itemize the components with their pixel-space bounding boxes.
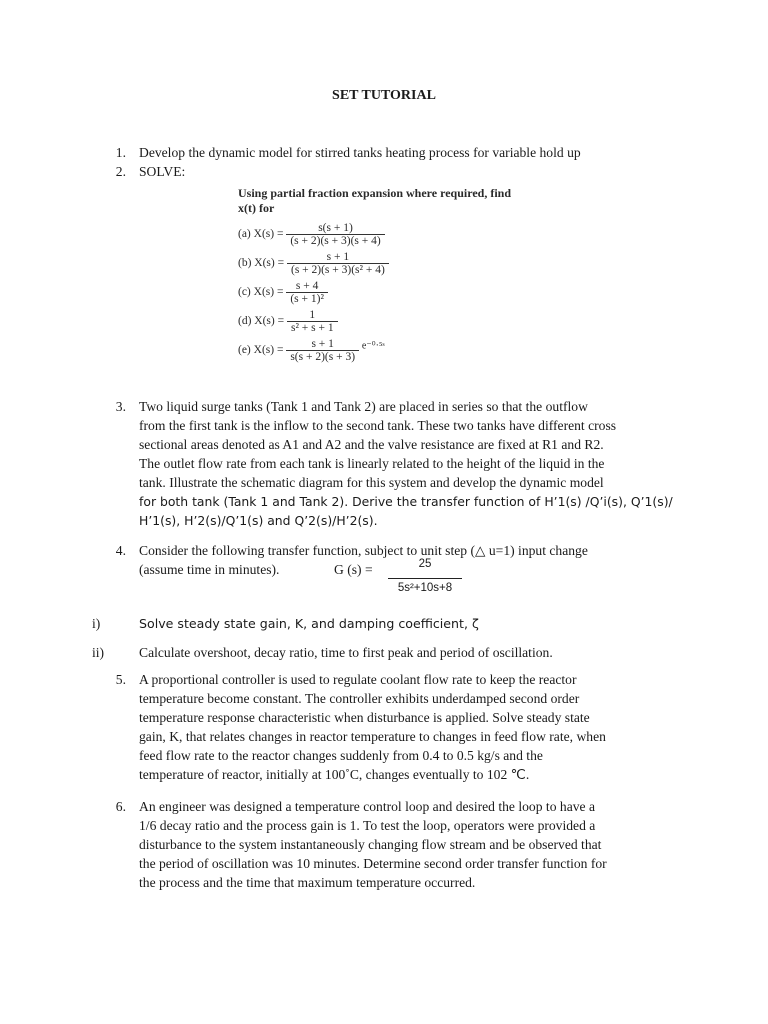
q5-body (139, 670, 679, 784)
exponential-term: e⁻⁰·⁵ˢ (361, 340, 385, 352)
equation-e: (e) X(s) = $\frac{s + 1}{s(s + 2)(s + 3)}$ e⁻⁰·⁵ˢ (238, 338, 385, 363)
q3-line: Two liquid surge tanks (Tank 1 and Tank 2) are placed in series so that the outflow (139, 399, 588, 414)
problem-figure (238, 186, 538, 363)
transfer-function-numerator: 25 (418, 558, 432, 570)
q3-line: H’1(s), H’2(s)/Q’1(s) and Q’2(s)/H’2(s). (139, 513, 378, 528)
equation-b: (b) X(s) = $\frac{s + 1}{\text{(s + 2)(s + 3)(s² + 4)}}$ (238, 251, 538, 276)
q6-line: the period of oscillation was 10 minutes. Determine second order transfer function for (139, 856, 607, 871)
q1-text: Develop the dynamic model for stirred tanks heating process for variable hold up (139, 145, 581, 160)
fraction-a: $\frac{s(s + 1)}{(s + 2)(s + 3)(s + 4)}$ (286, 222, 384, 247)
equation-c: (c) X(s) = $\frac{s + 4}{\text{(s + 1)²}}$ (238, 280, 538, 305)
q4-number: 4. (115, 543, 126, 558)
fraction-e: $\frac{s + 1}{s(s + 2)(s + 3)}$ (286, 338, 359, 363)
transfer-function-denominator: 5s²+10s+8 (397, 582, 453, 594)
q2-text: SOLVE: (139, 164, 186, 179)
q5-line: temperature response characteristic when disturbance is applied. Solve steady state (139, 710, 590, 725)
equation-d: (d) X(s) = $\frac{1}{\text{s² + s + 1}}$ (238, 309, 538, 334)
q2-number: 2. (115, 164, 126, 179)
q3-line: sectional areas denoted as A1 and A2 and the valve resistance are fixed at R1 and R2. (139, 437, 604, 452)
q6-number: 6. (115, 799, 126, 814)
q6-line: the process and the time that maximum temperature occurred. (139, 875, 476, 890)
figure-intro-line1: Using partial fraction expansion where required, find (238, 186, 512, 200)
q1-number: 1. (115, 145, 126, 160)
q3-number: 3. (115, 399, 126, 414)
q5-line: gain, K, that relates changes in reactor temperature to changes in feed flow rate, when (139, 729, 606, 744)
fraction-bar (388, 578, 462, 579)
q3-line: from the first tank is the inflow to the second tank. These two tanks have different cross (139, 418, 617, 433)
qii-number: ii) (92, 645, 105, 660)
qi-text: Solve steady state gain, K, and damping coefficient, ζ (139, 616, 479, 631)
fraction-c: $\frac{s + 4}{\text{(s + 1)²}}$ (286, 280, 328, 305)
q4-line1: Consider the following transfer function, subject to unit step (△ u=1) input change (139, 543, 588, 558)
q6-line: 1/6 decay ratio and the process gain is 1. To test the loop, operators were provided a (139, 818, 596, 833)
q3-line: The outlet flow rate from each tank is linearly related to the height of the liquid in the (139, 456, 605, 471)
qi-number: i) (92, 616, 101, 631)
transfer-function-label: G (s) = (334, 562, 373, 577)
equation-a: (a) X(s) = $\frac{s(s + 1)}{(s + 2)(s + 3)(s + 4)}$ (238, 222, 538, 247)
fraction-d: $\frac{1}{\text{s² + s + 1}}$ (287, 309, 338, 334)
q3-body (139, 397, 679, 530)
fraction-b: $\frac{s + 1}{\text{(s + 2)(s + 3)(s² + 4)}}$ (287, 251, 389, 276)
q6-line: disturbance to the system instantaneously changing flow stream and be observed that (139, 837, 602, 852)
page-title: SET TUTORIAL (332, 88, 436, 103)
qii-text: Calculate overshoot, decay ratio, time to first peak and period of oscillation. (139, 645, 553, 660)
q6-line: An engineer was designed a temperature control loop and desired the loop to have a (139, 799, 595, 814)
q5-line: temperature become constant. The controller exhibits underdamped second order (139, 691, 580, 706)
q5-number: 5. (115, 672, 126, 687)
figure-intro-line2: x(t) for (238, 201, 275, 215)
q5-line: A proportional controller is used to regulate coolant flow rate to keep the reactor (139, 672, 577, 687)
q5-line: temperature of reactor, initially at 100˚C, changes eventually to 102 ℃. (139, 767, 530, 782)
q4-line2: (assume time in minutes). (139, 562, 280, 577)
q6-body (139, 797, 679, 892)
q3-line: tank. Illustrate the schematic diagram for this system and develop the dynamic model (139, 475, 604, 490)
q5-line: feed flow rate to the reactor changes suddenly from 0.4 to 0.5 kg/s and the (139, 748, 543, 763)
q3-line: for both tank (Tank 1 and Tank 2). Derive the transfer function of H’1(s) /Q’i(s), Q’1(s)/ (139, 494, 673, 509)
